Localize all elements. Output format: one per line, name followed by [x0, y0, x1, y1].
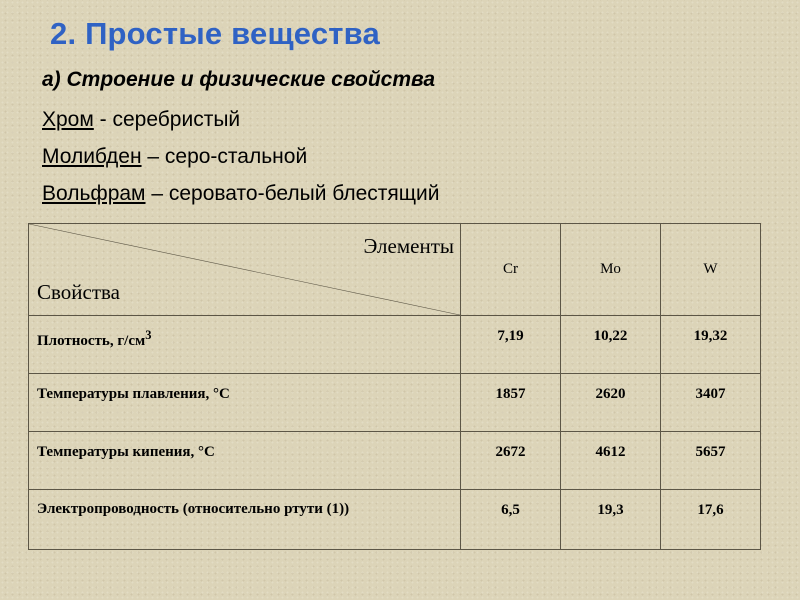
property-label: Температуры кипения, °С — [29, 432, 461, 490]
table-cell: 10,22 — [561, 316, 661, 374]
table-cell: 19,3 — [561, 490, 661, 550]
properties-table — [28, 223, 761, 550]
table-cell: 2620 — [561, 374, 661, 432]
element-header: W — [661, 224, 761, 316]
unit-superscript: 3 — [145, 328, 152, 342]
table-cell: 1857 — [461, 374, 561, 432]
elements-header-label: Элементы — [363, 234, 454, 258]
chromium-description — [42, 108, 240, 132]
table-row — [29, 316, 761, 374]
table-cell: 17,6 — [661, 490, 761, 550]
element-description: – серовато-белый блестящий — [145, 182, 440, 205]
slide-title: 2. Простые вещества — [50, 16, 380, 51]
table-cell: 6,5 — [461, 490, 561, 550]
table-row — [29, 374, 761, 432]
element-description: - серебристый — [93, 108, 241, 131]
table-cell: 7,19 — [461, 316, 561, 374]
element-header: Mo — [561, 224, 661, 316]
element-name: Молибден — [42, 145, 142, 168]
element-header: Cr — [461, 224, 561, 316]
table-row — [29, 432, 761, 490]
table-cell: 19,32 — [661, 316, 761, 374]
tungsten-description — [42, 182, 440, 206]
table-cell: 4612 — [561, 432, 661, 490]
molybdenum-description — [42, 145, 307, 169]
table-cell: 5657 — [661, 432, 761, 490]
properties-header-label: Свойства — [37, 280, 120, 304]
element-name: Вольфрам — [42, 182, 146, 205]
table-cell: 3407 — [661, 374, 761, 432]
element-name: Хром — [42, 108, 94, 131]
table-cell: 2672 — [461, 432, 561, 490]
diagonal-header-cell — [29, 224, 461, 316]
element-description: – серо-стальной — [141, 145, 308, 168]
section-subtitle: а) Строение и физические свойства — [42, 68, 436, 91]
property-name: Плотность, г/см — [37, 333, 146, 349]
property-label: Температуры плавления, °С — [29, 374, 461, 432]
table-row — [29, 490, 761, 550]
property-label — [29, 316, 461, 374]
table-header-row — [29, 224, 761, 316]
property-label: Электропроводность (относительно ртути (1)) — [29, 490, 461, 550]
